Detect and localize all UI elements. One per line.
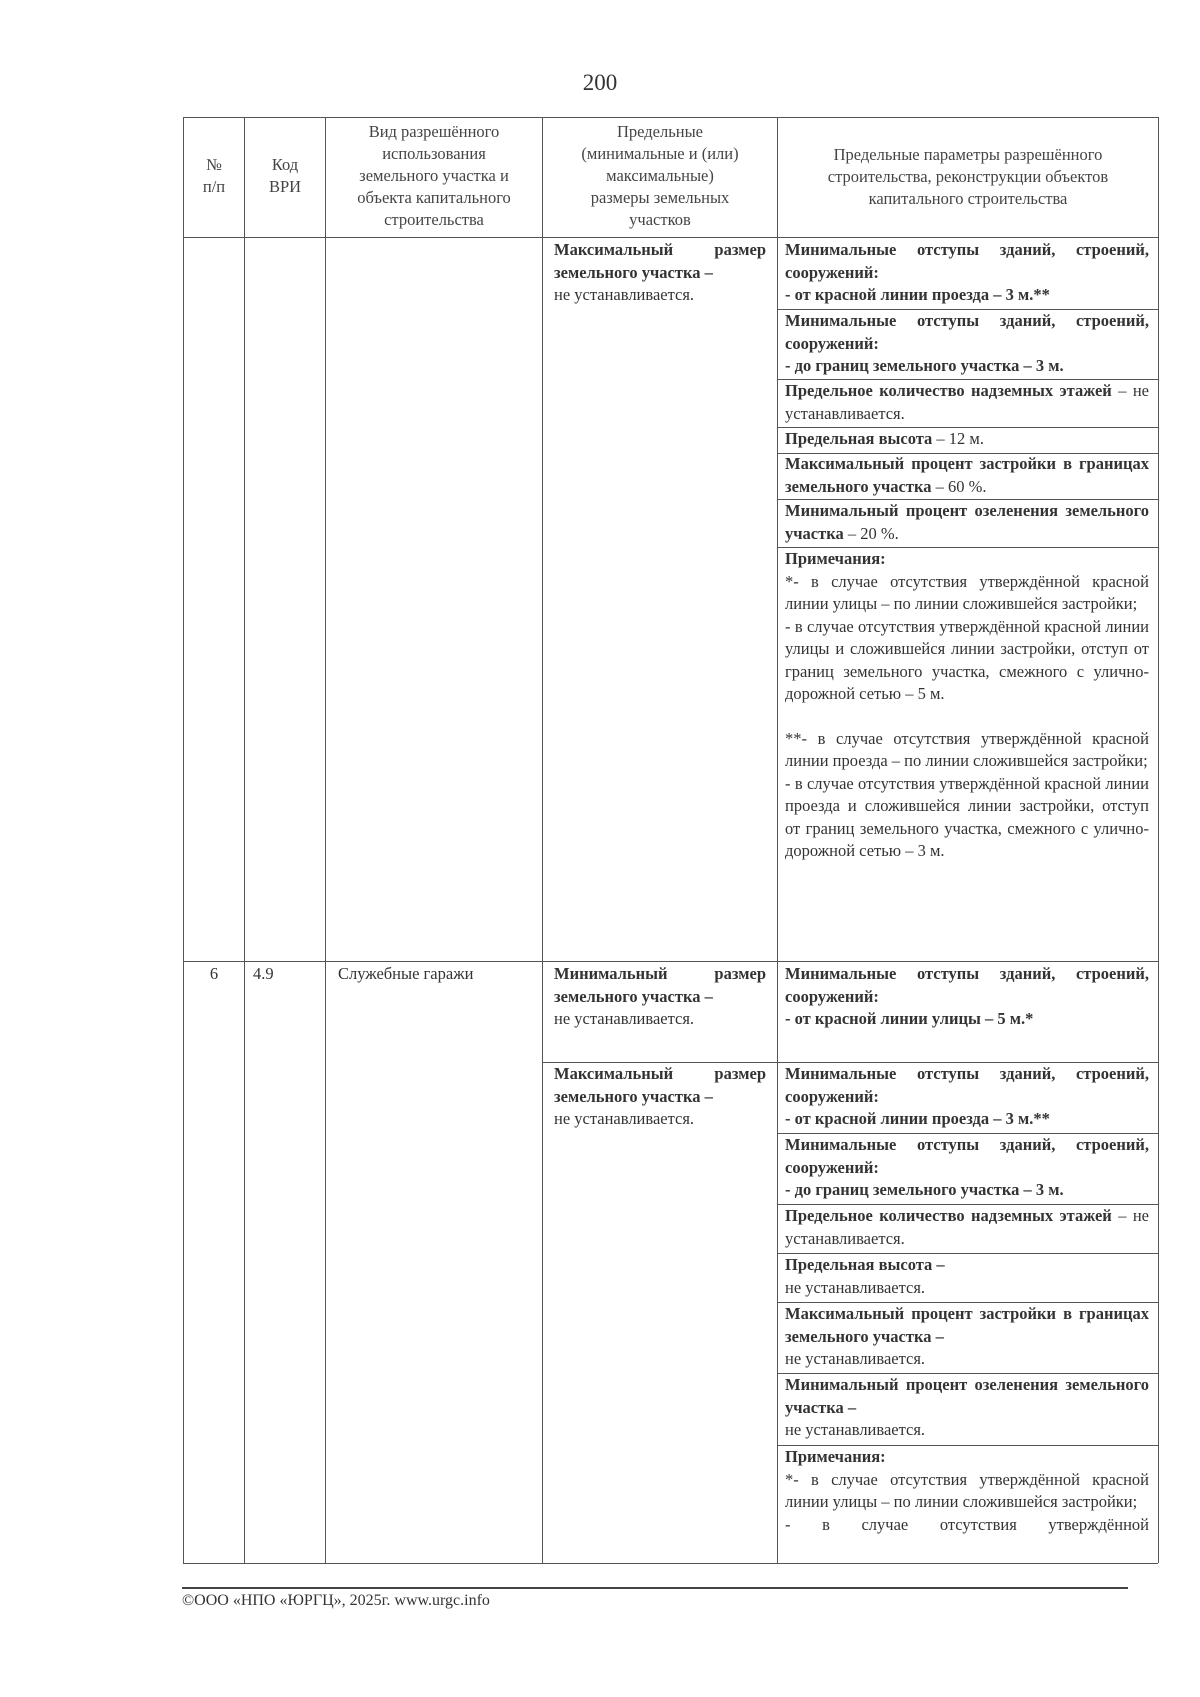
row6-max-size-title: Максимальный размер земельного участка – bbox=[554, 1064, 766, 1106]
row6-param2-title: Минимальные отступы зданий, строений, сооружений: bbox=[785, 1135, 1149, 1177]
block1-param6-title: Минимальный процент озеленения земельного участка bbox=[785, 501, 1149, 543]
header-col-params: Предельные параметры разрешённого строительства, реконструкции объектов капитального строительства bbox=[827, 145, 1109, 208]
row6-param5-title: Максимальный процент застройки в границах земельного участка – bbox=[785, 1304, 1149, 1346]
block1-max-size bbox=[554, 239, 766, 307]
block1-notes bbox=[785, 548, 1149, 863]
block1-param-boundaries bbox=[785, 310, 1149, 378]
block1-note: - в случае отсутствия утверждённой красной линии проезда и сложившейся линии застройки, отступ от границ земельного участка, смежного с улично-дорожной сетью – 3 м. bbox=[785, 773, 1149, 860]
header-col-number: № п/п bbox=[202, 155, 226, 196]
row6-min-size bbox=[554, 963, 766, 1031]
row6-max-size bbox=[554, 1063, 766, 1131]
block1-param-red-line bbox=[785, 239, 1149, 307]
block1-param-coverage bbox=[785, 453, 1149, 498]
row6-code: 4.9 bbox=[253, 964, 274, 983]
block1-notes-title: Примечания: bbox=[785, 549, 886, 568]
row6-notes-title: Примечания: bbox=[785, 1447, 886, 1466]
row6-param6-value: не устанавливается. bbox=[785, 1420, 926, 1439]
block1-param5-title: Максимальный процент застройки в границах земельного участка bbox=[785, 454, 1149, 496]
row6-param-boundaries bbox=[785, 1134, 1149, 1202]
row6-min-size-value: не устанавливается. bbox=[554, 1009, 695, 1028]
block1-param1-title: Минимальные отступы зданий, строений, сооружений: bbox=[785, 240, 1149, 282]
block1-param3-title: Предельное количество надземных этажей bbox=[785, 381, 1112, 400]
row6-param1-title: Минимальные отступы зданий, строений, сооружений: bbox=[785, 1064, 1149, 1106]
block1-param-greenery bbox=[785, 500, 1149, 545]
row6-param-coverage bbox=[785, 1303, 1149, 1371]
header-col-code: Код ВРИ bbox=[268, 155, 302, 196]
row6-param1-value: - от красной линии проезда – 3 м.** bbox=[785, 1109, 1050, 1128]
block1-param2-title: Минимальные отступы зданий, строений, сооружений: bbox=[785, 311, 1149, 353]
block1-param5-value: – 60 %. bbox=[931, 476, 987, 496]
row6-max-size-value: не устанавливается. bbox=[554, 1109, 695, 1128]
row6-param-floors bbox=[785, 1205, 1149, 1250]
block1-note: **- в случае отсутствия утверждённой красной линии проезда – по линии сложившейся застройки; bbox=[785, 728, 1149, 770]
block1-param3-value: – не устанавливается. bbox=[785, 381, 1149, 423]
row6-param-red-line bbox=[785, 1063, 1149, 1131]
row6-param6-title: Минимальный процент озеленения земельного участка – bbox=[785, 1375, 1149, 1417]
row6-min-param-value: - от красной линии улицы – 5 м.* bbox=[785, 1009, 1034, 1028]
row6-param3-title: Предельное количество надземных этажей bbox=[785, 1206, 1112, 1225]
block1-param6-value: – 20 %. bbox=[843, 523, 899, 543]
block1-param1-value: - от красной линии проезда – 3 м.** bbox=[785, 285, 1050, 304]
row6-min-param-title: Минимальные отступы зданий, строений, сооружений: bbox=[785, 964, 1149, 1006]
row6-note: - в случае отсутствия утверждённой bbox=[785, 1514, 1149, 1534]
block1-param4-title: Предельная высота bbox=[785, 429, 933, 448]
page-number: 200 bbox=[582, 70, 618, 95]
row6-number: 6 bbox=[209, 964, 219, 983]
row6-param4-title: Предельная высота – bbox=[785, 1255, 945, 1274]
block1-param-height bbox=[785, 428, 1149, 451]
block1-note: - в случае отсутствия утверждённой красной линии улицы и сложившейся линии застройки, отступ от границ земельного участка, смежного с улично-дорожной сетью – 5 м. bbox=[785, 616, 1149, 703]
block1-param4-value: – 12 м. bbox=[932, 429, 984, 448]
row6-param4-value: не устанавливается. bbox=[785, 1277, 926, 1297]
footer-rule bbox=[182, 1587, 1128, 1589]
block1-max-size-value: не устанавливается. bbox=[554, 285, 695, 304]
block1-note: *- в случае отсутствия утверждённой красной линии улицы – по линии сложившейся застройки; bbox=[785, 571, 1149, 613]
row6-use: Служебные гаражи bbox=[338, 964, 474, 983]
row6-min-size-title: Минимальный размер земельного участка – bbox=[554, 964, 766, 1006]
row6-min-param bbox=[785, 963, 1149, 1031]
block1-max-size-title: Максимальный размер земельного участка – bbox=[554, 240, 766, 282]
row6-param-height bbox=[785, 1254, 1149, 1299]
header-col-size: Предельные (минимальные и (или) максимальные) размеры земельных участков bbox=[581, 122, 739, 229]
block1-param-floors bbox=[785, 380, 1149, 425]
row6-param5-value: не устанавливается. bbox=[785, 1349, 926, 1368]
footer-copyright: ©ООО «НПО «ЮРГЦ», 2025г. www.urgc.info bbox=[182, 1592, 490, 1609]
row6-param-greenery bbox=[785, 1374, 1149, 1442]
row6-param3-value: – не устанавливается. bbox=[785, 1206, 1149, 1248]
row6-param2-value: - до границ земельного участка – 3 м. bbox=[785, 1180, 1064, 1199]
row6-note: *- в случае отсутствия утверждённой красной линии улицы – по линии сложившейся застройки; bbox=[785, 1469, 1149, 1511]
header-col-use: Вид разрешённого использования земельного участка и объекта капитального строительства bbox=[357, 122, 511, 229]
block1-param2-value: - до границ земельного участка – 3 м. bbox=[785, 356, 1064, 375]
row6-notes bbox=[785, 1446, 1149, 1536]
